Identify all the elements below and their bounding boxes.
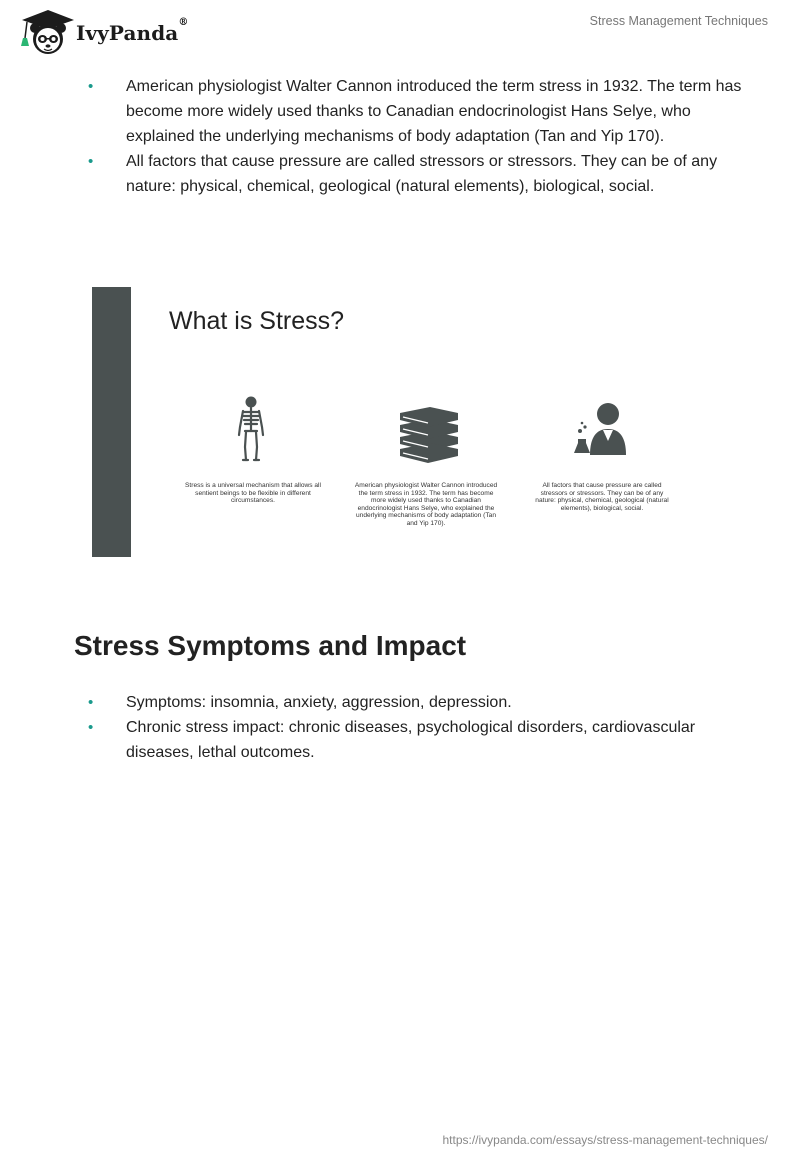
slide-caption: All factors that cause pressure are called stressors or stressors. They can be of any nature: physical, chemical, geological (natural elements), biological, social. [535,482,669,512]
bullet-icon: • [88,153,94,170]
slide-accent-bar [92,287,131,557]
books-icon [394,397,464,467]
list-item [86,715,746,765]
slide-caption: Stress is a universal mechanism that allows all sentient beings to be flexible in different circumstances. [185,482,321,505]
intro-bullet-list [86,74,746,199]
list-item [86,74,746,149]
slide-caption: American physiologist Walter Cannon introduced the term stress in 1932. The term has become more widely used thanks to Canadian endocrinologist Hans Selye, who explained the underlying mechanisms of body adaptation (Tan and Yip 170). [354,482,498,527]
bullet-text: All factors that cause pressure are called stressors or stressors. They can be of any nature: physical, chemical, geological (natural elements), biological, social. [126,153,718,195]
bullet-icon: • [88,719,94,736]
panda-logo-icon [14,8,74,56]
document-title: Stress Management Techniques [589,14,768,28]
list-item [86,149,746,199]
slide-title: What is Stress? [169,307,345,335]
section-heading: Stress Symptoms and Impact [74,630,467,661]
list-item [86,690,746,715]
bullet-text: Chronic stress impact: chronic diseases, psychological disorders, cardiovascular diseases, lethal outcomes. [126,719,696,761]
bullet-icon: • [88,694,94,711]
bullet-icon: • [88,78,94,95]
source-url-link[interactable]: https://ivypanda.com/essays/stress-management-techniques/ [442,1133,768,1147]
skeleton-icon [216,393,286,463]
bullet-text: American physiologist Walter Cannon introduced the term stress in 1932. The term has become more widely used thanks to Canadian endocrinologist Hans Selye, who explained the underlying mechanisms of body adaptation (Tan and Yip 170). [126,78,742,145]
symptoms-bullet-list [86,690,746,765]
page-header [0,0,800,60]
scientist-icon [570,397,640,467]
slide-image [92,287,712,557]
bullet-text: Symptoms: insomnia, anxiety, aggression, depression. [126,694,512,711]
ivypanda-logo[interactable] [14,8,188,56]
brand-name: IvyPanda® [76,17,189,45]
